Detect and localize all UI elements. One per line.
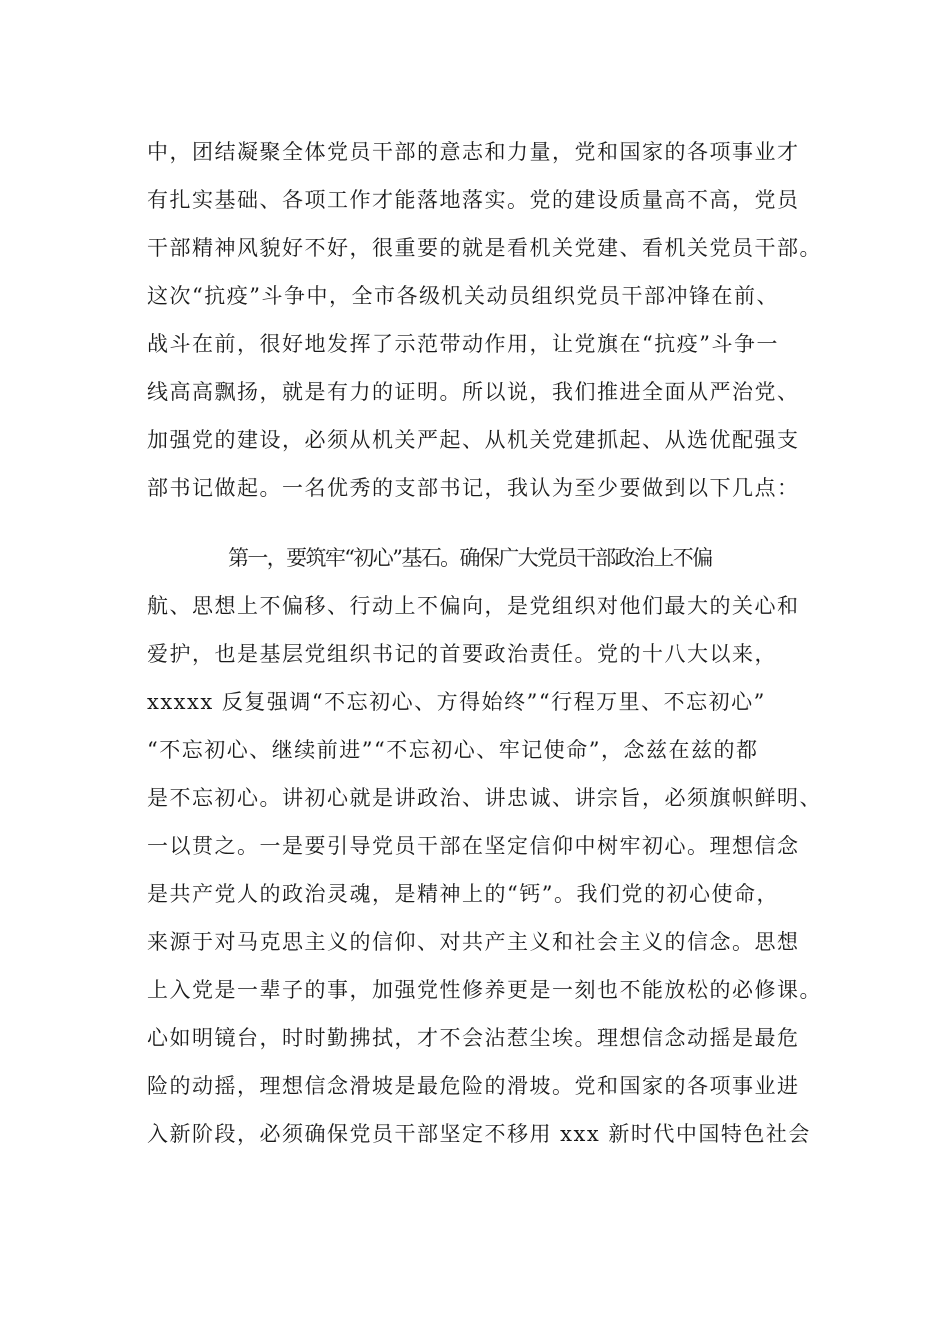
text-line: 干部精神风貌好不好，很重要的就是看机关党建、看机关党员干部。: [147, 236, 822, 260]
text-line: 加强党的建设，必须从机关严起、从机关党建抓起、从选优配强支: [147, 428, 800, 452]
text-line: 爱护，也是基层党组织书记的首要政治责任。党的十八大以来，: [147, 642, 777, 666]
text-line: xxxxx 反复强调“不忘初心、方得始终”“行程万里、不忘初心”: [147, 690, 766, 714]
text-line: 第一，要筑牢“初心”基石。确保广大党员干部政治上不偏: [228, 546, 712, 570]
text-line: 有扎实基础、各项工作才能落地落实。党的建设质量高不高，党员: [147, 188, 800, 212]
text-line: 一以贯之。一是要引导党员干部在坚定信仰中树牢初心。理想信念: [147, 834, 800, 858]
text-line: “不忘初心、继续前进”“不忘初心、牢记使命”，念兹在兹的都: [147, 738, 759, 762]
text-line: 来源于对马克思主义的信仰、对共产主义和社会主义的信念。思想: [147, 930, 800, 954]
text-line: 战斗在前，很好地发挥了示范带动作用，让党旗在“抗疫”斗争一: [147, 332, 779, 356]
text-line: 线高高飘扬，就是有力的证明。所以说，我们推进全面从严治党、: [147, 380, 800, 404]
text-line: 是不忘初心。讲初心就是讲政治、讲忠诚、讲宗旨，必须旗帜鲜明、: [147, 786, 822, 810]
text-line: 航、思想上不偏移、行动上不偏向，是党组织对他们最大的关心和: [147, 594, 800, 618]
text-line: 心如明镜台，时时勤拂拭，才不会沾惹尘埃。理想信念动摇是最危: [147, 1026, 800, 1050]
text-line: 上入党是一辈子的事，加强党性修养更是一刻也不能放松的必修课。: [147, 978, 822, 1002]
text-line: 部书记做起。一名优秀的支部书记，我认为至少要做到以下几点：: [147, 476, 800, 500]
text-line: 险的动摇，理想信念滑坡是最危险的滑坡。党和国家的各项事业进: [147, 1074, 800, 1098]
text-line: 中，团结凝聚全体党员干部的意志和力量，党和国家的各项事业才: [147, 140, 800, 164]
text-line: 入新阶段，必须确保党员干部坚定不移用 xxx 新时代中国特色社会: [147, 1122, 811, 1146]
text-line: 是共产党人的政治灵魂，是精神上的“钙”。我们党的初心使命，: [147, 882, 779, 906]
text-line: 这次“抗疫”斗争中，全市各级机关动员组织党员干部冲锋在前、: [147, 284, 779, 308]
